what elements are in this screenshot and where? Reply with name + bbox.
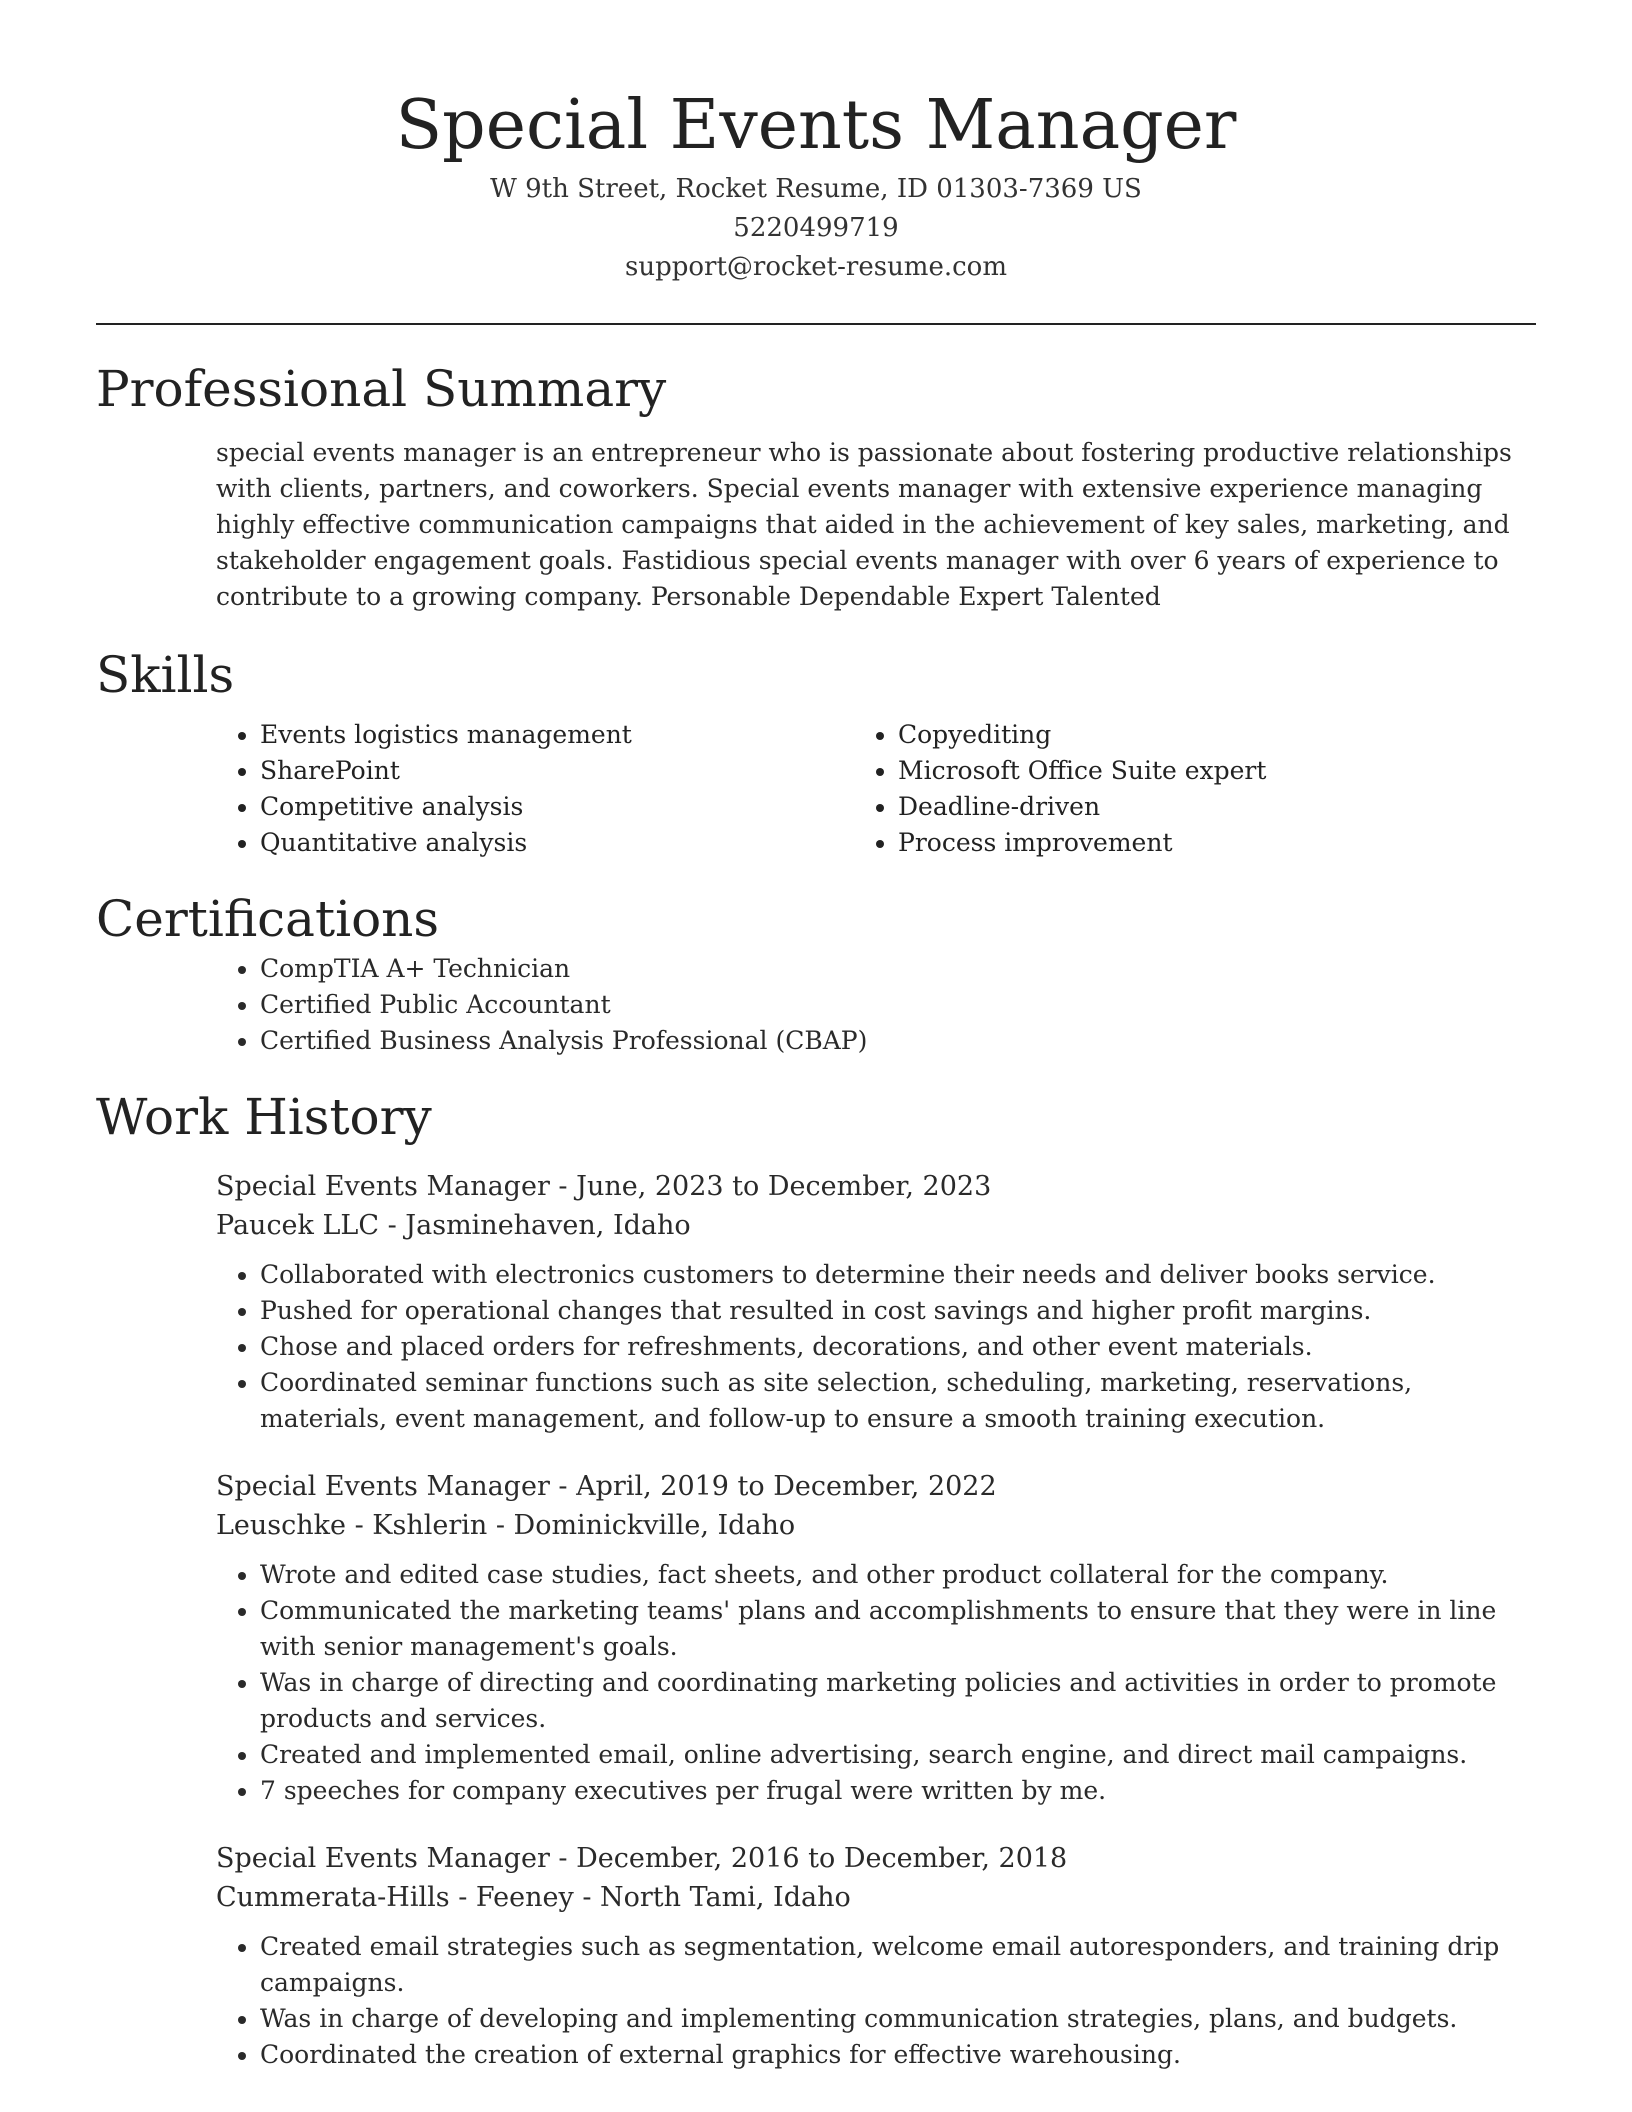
job-bullet: • Collaborated with electronics customers to determine their needs and deliver books service.: [260, 1257, 1536, 1293]
header-divider: [96, 323, 1536, 325]
summary-text: special events manager is an entrepreneur who is passionate about fostering productive relationships with clients, partners, and coworkers. Special events manager with extensive experience managing highly effective communication campaigns that aided in the achievement of key sales, marketing, and stakeholder engagement goals. Fastidious special events manager with over 6 years of experience to contribute to a growing company. Personable Dependable Expert Talented: [216, 438, 1512, 611]
skill-item: • SharePoint: [260, 753, 898, 789]
job-entry: [216, 1167, 1536, 1437]
skills-heading: Skills: [96, 646, 235, 704]
skills-column-left: [216, 717, 898, 861]
skill-item: • Process improvement: [898, 825, 1536, 861]
job-bullet: • Coordinated seminar functions such as site selection, scheduling, marketing, reservations, materials, event management, and follow-up to ensure a smooth training execution.: [260, 1365, 1536, 1437]
job-bullet: • Wrote and edited case studies, fact sheets, and other product collateral for the company.: [260, 1557, 1536, 1593]
job-bullet: • Created and implemented email, online advertising, search engine, and direct mail campaigns.: [260, 1737, 1536, 1773]
skill-item: • Deadline-driven: [898, 789, 1536, 825]
job-bullet: • Chose and placed orders for refreshments, decorations, and other event materials.: [260, 1329, 1536, 1365]
summary-heading: Professional Summary: [96, 360, 667, 418]
skill-item: • Microsoft Office Suite expert: [898, 753, 1536, 789]
certifications-heading: Certifications: [96, 890, 440, 948]
job-bullets: [216, 1929, 1536, 2073]
job-company-location: Leuschke - Kshlerin - Dominickville, Idaho: [216, 1510, 796, 1541]
skill-item: • Copyediting: [898, 717, 1536, 753]
job-title-dates: Special Events Manager - April, 2019 to December, 2022: [216, 1471, 997, 1502]
job-bullet: • Pushed for operational changes that resulted in cost savings and higher profit margins.: [260, 1293, 1536, 1329]
job-bullet: • Communicated the marketing teams' plans and accomplishments to ensure that they were in line with senior management's goals.: [260, 1593, 1536, 1665]
certifications-list: [216, 951, 1536, 1059]
skill-item: • Events logistics management: [260, 717, 898, 753]
job-company-location: Cummerata-Hills - Feeney - North Tami, Idaho: [216, 1882, 851, 1913]
resume-page: [96, 0, 1536, 2073]
job-entry: [216, 1839, 1536, 2073]
job-bullets: [216, 1257, 1536, 1437]
job-bullet: • Coordinated the creation of external graphics for effective warehousing.: [260, 2037, 1536, 2073]
job-bullet: • Was in charge of developing and implementing communication strategies, plans, and budgets.: [260, 2001, 1536, 2037]
job-entry: [216, 1467, 1536, 1809]
resume-header: [96, 0, 1536, 287]
resume-name: Special Events Manager: [395, 86, 1237, 165]
work-history-heading: Work History: [96, 1088, 432, 1146]
job-bullets: [216, 1557, 1536, 1809]
skills-list: [216, 717, 1536, 861]
skill-item: • Quantitative analysis: [260, 825, 898, 861]
email[interactable]: support@rocket-resume.com: [624, 252, 1007, 282]
certification-item: • CompTIA A+ Technician: [260, 951, 1536, 987]
phone: 5220499719: [733, 213, 899, 243]
job-company-location: Paucek LLC - Jasminehaven, Idaho: [216, 1210, 691, 1241]
skill-item: • Competitive analysis: [260, 789, 898, 825]
job-bullet: • Was in charge of directing and coordinating marketing policies and activities in order to promote products and services.: [260, 1665, 1536, 1737]
address: W 9th Street, Rocket Resume, ID 01303-7369 US: [490, 174, 1142, 204]
job-title-dates: Special Events Manager - December, 2016 to December, 2018: [216, 1843, 1068, 1874]
certification-item: • Certified Business Analysis Professional (CBAP): [260, 1023, 1536, 1059]
certification-item: • Certified Public Accountant: [260, 987, 1536, 1023]
job-title-dates: Special Events Manager - June, 2023 to December, 2023: [216, 1171, 992, 1202]
job-bullet: • Created email strategies such as segmentation, welcome email autoresponders, and training drip campaigns.: [260, 1929, 1536, 2001]
job-bullet: • 7 speeches for company executives per frugal were written by me.: [260, 1773, 1536, 1809]
skills-column-right: [898, 717, 1536, 861]
